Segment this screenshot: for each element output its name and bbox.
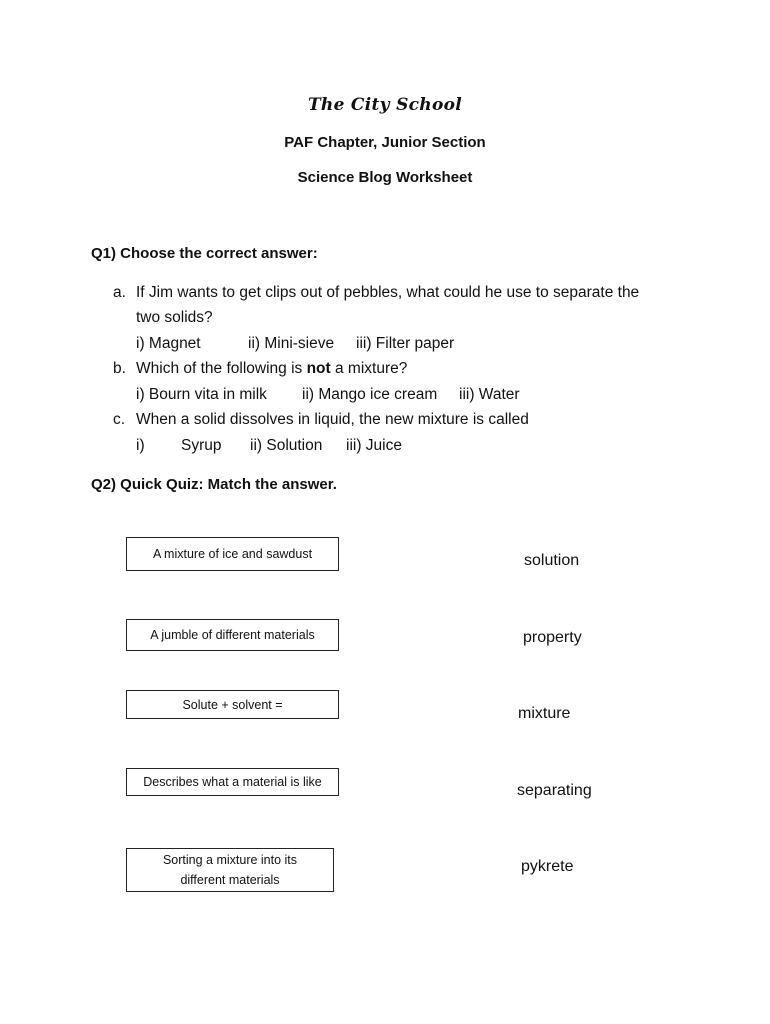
answer-word-3: mixture [518,705,571,722]
q2-heading: Q2) Quick Quiz: Match the answer. [91,476,337,493]
question-b-suffix: a mixture? [330,360,408,377]
question-c-option-1: Syrup [181,437,222,454]
answer-word-5: pykrete [521,858,574,875]
question-a-option-3: iii) Filter paper [356,335,455,352]
question-b-option-1: i) Bourn vita in milk [136,386,267,403]
question-b-text [136,360,407,378]
question-c-text: When a solid dissolves in liquid, the new mixture is called [136,411,529,428]
match-box-5: Sorting a mixture into its different materials [126,848,334,892]
q1-heading: Q1) Choose the correct answer: [91,245,318,262]
question-a-option-1: i) Magnet [136,335,201,352]
branch-title: PAF Chapter, Junior Section [284,134,486,151]
worksheet-title: Science Blog Worksheet [297,169,473,186]
question-c-letter: c. [113,411,126,428]
match-box-3: Solute + solvent = [126,690,339,719]
match-box-2: A jumble of different materials [126,619,339,651]
question-c-option-marker-1: i) [136,437,145,454]
question-a-option-2: ii) Mini-sieve [248,335,335,352]
question-a-text-line1: If Jim wants to get clips out of pebbles, what could he use to separate the [136,284,640,301]
answer-word-1: solution [524,552,580,569]
match-box-4: Describes what a material is like [126,768,339,796]
answer-word-4: separating [517,782,592,799]
question-b-option-3: iii) Water [459,386,520,403]
school-title: The City School [307,95,462,115]
question-b-letter: b. [113,360,126,377]
question-b-option-2: ii) Mango ice cream [302,386,438,403]
question-b-emphasis: not [306,360,331,377]
question-c-option-2: ii) Solution [250,437,323,454]
question-b-prefix: Which of the following is [136,360,307,377]
match-box-1: A mixture of ice and sawdust [126,537,339,571]
question-a-letter: a. [113,284,126,301]
question-a-text-line2: two solids? [136,309,213,326]
answer-word-2: property [523,629,582,646]
question-c-option-3: iii) Juice [346,437,402,454]
